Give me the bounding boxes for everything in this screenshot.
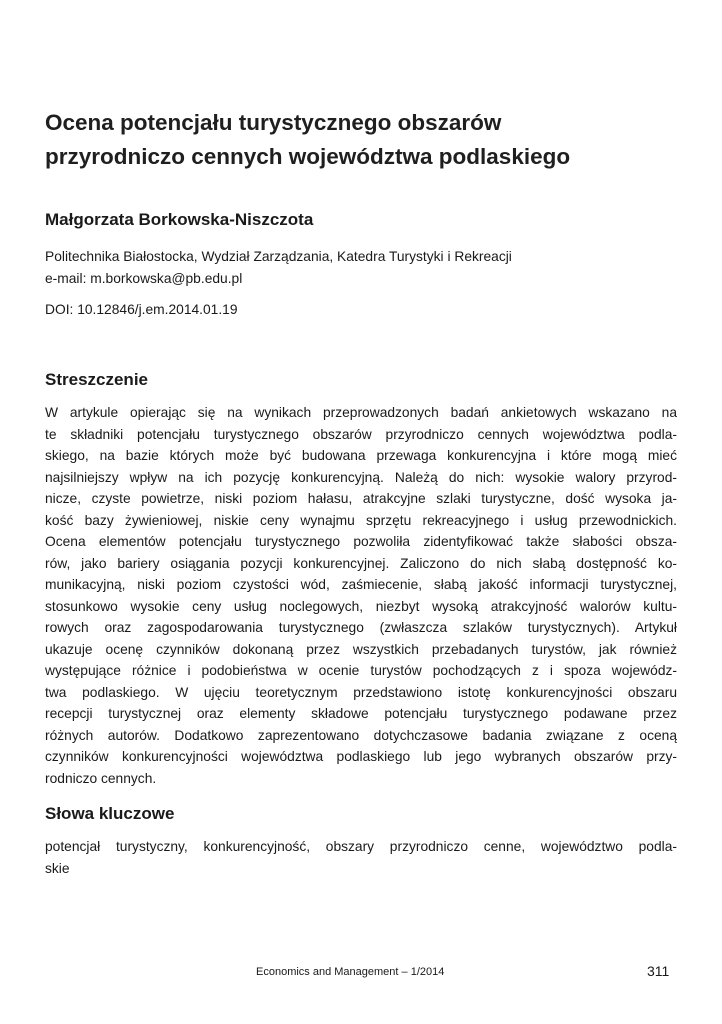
abstract-line: skiego, na bazie których może być budowana przewaga konkurencyjna i które mogą mieć — [45, 448, 677, 463]
abstract-line: rowych oraz zagospodarowania turystycznego (zwłaszcza szlaków turystycznych). Artykuł — [45, 620, 677, 635]
keywords-body — [45, 836, 677, 879]
author-email: e-mail: m.borkowska@pb.edu.pl — [45, 271, 243, 286]
abstract-line: nicze, czyste powietrze, niski poziom hałasu, atrakcyjne szlaki turystyczne, dość wysoka ja- — [45, 491, 677, 506]
affiliation: Politechnika Białostocka, Wydział Zarządzania, Katedra Turystyki i Rekreacji — [45, 249, 512, 264]
abstract-line: W artykule opierając się na wynikach przeprowadzonych badań ankietowych wskazano na — [45, 405, 677, 420]
abstract-line-last: rodniczo cennych. — [45, 770, 157, 786]
abstract-line: twa podlaskiego. W ujęciu teoretycznym przedstawiono istotę konkurencyjności obszaru — [45, 684, 677, 700]
keywords-heading: Słowa kluczowe — [45, 804, 175, 823]
abstract-line: recepcji turystycznej oraz elementy składowe potencjału turystycznego podawane przez — [45, 706, 677, 721]
abstract-line: kość bazy żywieniowej, niskie ceny wynajmu sprzętu rekreacyjnego i usług przewodnickich. — [45, 512, 677, 528]
abstract-line: występujące różnice i podobieństwa w ocenie turystów pochodzących z i spoza wojewódz- — [45, 663, 677, 678]
abstract-line: ukazuje ocenę czynników dokonaną przez wszystkich przebadanych turystów, jak również — [45, 641, 677, 657]
title-line-1: Ocena potencjału turystycznego obszarów — [45, 110, 502, 135]
abstract-line: rów, jako bariery osiągania pozycji konkurencyjnej. Zaliczono do nich słabą dostępność ko- — [45, 555, 677, 571]
author-affiliation-block — [45, 246, 512, 290]
title-line-2: przyrodniczo cennych województwa podlaskiego — [45, 144, 571, 169]
abstract-line: czynników konkurencyjności województwa podlaskiego lub jego wybranych obszarów przy- — [45, 749, 677, 764]
keywords-line-last: skie — [45, 860, 70, 876]
abstract-line: munikacyjną, niski poziom czystości wód, zaśmiecenie, słabą jakość informacji turystycznej, — [45, 577, 677, 592]
abstract-line: stosunkowo wysokie ceny usług noclegowych, niezbyt wysoką atrakcyjność walorów kultu- — [45, 598, 677, 614]
abstract-line: te składniki potencjału turystycznego obszarów przyrodniczo cennych województwa podla- — [45, 426, 677, 442]
abstract-heading: Streszczenie — [45, 370, 148, 389]
page-number: 311 — [647, 963, 670, 979]
abstract-line: różnych autorów. Dodatkowo zaprezentowano dotychczasowe badania związane z oceną — [45, 727, 677, 743]
abstract-body — [45, 402, 677, 789]
abstract-line: Ocena elementów potencjału turystycznego pozwoliła zidentyfikować także słabości obsza- — [45, 534, 677, 549]
abstract-line: najsilniejszy wpływ na ich pozycję konkurencyjną. Należą do nich: wysokie walory przyrod- — [45, 469, 677, 485]
author-name: Małgorzata Borkowska-Niszczota — [45, 210, 314, 229]
paper-title — [45, 106, 645, 174]
doi: DOI: 10.12846/j.em.2014.01.19 — [45, 302, 238, 317]
keywords-line: potencjał turystyczny, konkurencyjność, obszary przyrodniczo cenne, województwo podla- — [45, 839, 677, 854]
journal-footer: Economics and Management – 1/2014 — [256, 966, 445, 978]
